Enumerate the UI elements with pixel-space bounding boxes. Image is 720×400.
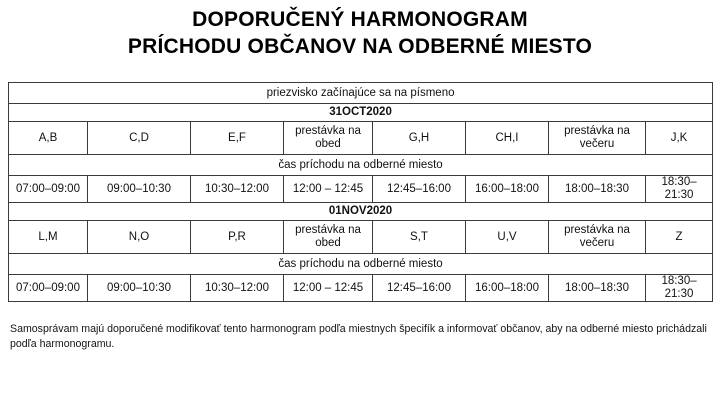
time-slot-cell: 10:30–12:00 (191, 275, 284, 302)
letter-group-cell: C,D (88, 122, 191, 155)
date-banner-row-1 (9, 104, 713, 122)
time-slot-cell: 18:30–21:30 (646, 275, 713, 302)
times-row-2 (9, 275, 713, 302)
time-slot-cell: 07:00–09:00 (9, 176, 88, 203)
schedule-table (8, 82, 713, 302)
letter-group-cell: G,H (373, 122, 466, 155)
date-banner-row-2 (9, 203, 713, 221)
time-slot-cell: 09:00–10:30 (88, 275, 191, 302)
footnote-text: Samosprávam majú doporučené modifikovať tento harmonogram podľa miestnych špecifík a informovať občanov, aby na odberné miesto prichádzali podľa harmonogramu. (10, 323, 707, 350)
letter-group-cell: P,R (191, 221, 284, 254)
time-banner-row-2 (9, 254, 713, 275)
time-slot-cell: 12:00 – 12:45 (284, 176, 373, 203)
time-slot-cell: 16:00–18:00 (466, 275, 549, 302)
time-slot-cell: 18:30–21:30 (646, 176, 713, 203)
time-slot-cell: 12:45–16:00 (373, 275, 466, 302)
surname-banner-row (9, 83, 713, 104)
letter-group-cell: CH,I (466, 122, 549, 155)
letter-group-cell: J,K (646, 122, 713, 155)
time-banner-row-1 (9, 155, 713, 176)
time-banner-label: čas príchodu na odberné miesto (9, 254, 713, 275)
time-banner-label: čas príchodu na odberné miesto (9, 155, 713, 176)
schedule-table-container (8, 82, 712, 302)
time-slot-cell: 18:00–18:30 (549, 275, 646, 302)
break-lunch-cell: prestávka na obed (284, 221, 373, 254)
letter-group-cell: S,T (373, 221, 466, 254)
letter-group-cell: E,F (191, 122, 284, 155)
letter-group-cell: Z (646, 221, 713, 254)
times-row-1 (9, 176, 713, 203)
date-label-1: 31OCT2020 (9, 104, 713, 122)
time-slot-cell: 12:45–16:00 (373, 176, 466, 203)
page-title (0, 0, 720, 60)
page-title-line-1: DOPORUČENÝ HARMONOGRAM (192, 8, 528, 31)
letter-group-cell: N,O (88, 221, 191, 254)
time-slot-cell: 10:30–12:00 (191, 176, 284, 203)
time-slot-cell: 16:00–18:00 (466, 176, 549, 203)
date-label-2: 01NOV2020 (9, 203, 713, 221)
break-dinner-cell: prestávka na večeru (549, 221, 646, 254)
break-dinner-cell: prestávka na večeru (549, 122, 646, 155)
letter-group-cell: L,M (9, 221, 88, 254)
time-slot-cell: 09:00–10:30 (88, 176, 191, 203)
time-slot-cell: 07:00–09:00 (9, 275, 88, 302)
letters-row-1 (9, 122, 713, 155)
break-lunch-cell: prestávka na obed (284, 122, 373, 155)
letter-group-cell: U,V (466, 221, 549, 254)
time-slot-cell: 12:00 – 12:45 (284, 275, 373, 302)
letters-row-2 (9, 221, 713, 254)
time-slot-cell: 18:00–18:30 (549, 176, 646, 203)
page-title-line-2: PRÍCHODU OBČANOV NA ODBERNÉ MIESTO (127, 35, 593, 58)
surname-banner-label: priezvisko začínajúce sa na písmeno (9, 83, 713, 104)
letter-group-cell: A,B (9, 122, 88, 155)
